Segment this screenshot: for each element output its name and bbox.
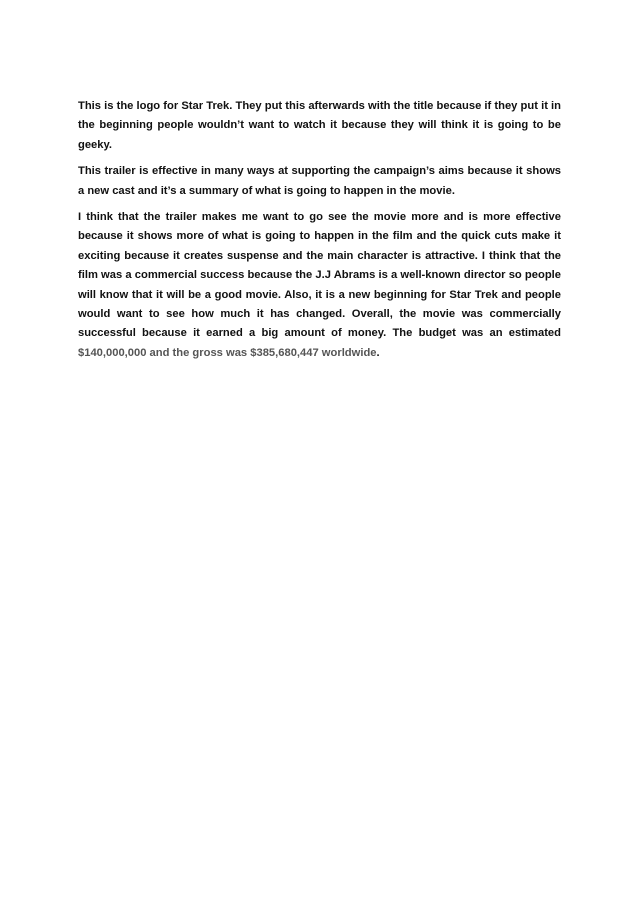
budget-gross-figures: $140,000,000 and the gross was $385,680,447 worldwide — [78, 346, 377, 359]
paragraph-commercial-text: I think that the trailer makes me want to go see the movie more and is more effective because it shows more of what is going to happen in the film and the quick cuts make it exciting because it creates suspense and the main character is attractive. I think that the film was a commercial success because the J.J Abrams is a well-known director so people will know that it will be a good movie. Also, it is a new beginning for Star Trek and people would want to see how much it has changed. Overall, the movie was commercially successful because it earned a big amount of money. The budget was an estimated — [78, 211, 561, 340]
paragraph-commercial-success — [78, 208, 561, 363]
paragraph-end-punctuation: . — [376, 346, 380, 359]
paragraph-trailer-effectiveness — [78, 162, 561, 201]
paragraph-logo-text: This is the logo for Star Trek. They put this afterwards with the title because if they put it in the beginning people wouldn’t want to watch it because they will think it is going to be geeky. — [78, 100, 561, 151]
document-body — [78, 97, 561, 370]
paragraph-logo — [78, 97, 561, 155]
paragraph-trailer-text: This trailer is effective in many ways at supporting the campaign’s aims because it shows a new cast and it’s a summary of what is going to happen in the movie. — [78, 165, 561, 197]
